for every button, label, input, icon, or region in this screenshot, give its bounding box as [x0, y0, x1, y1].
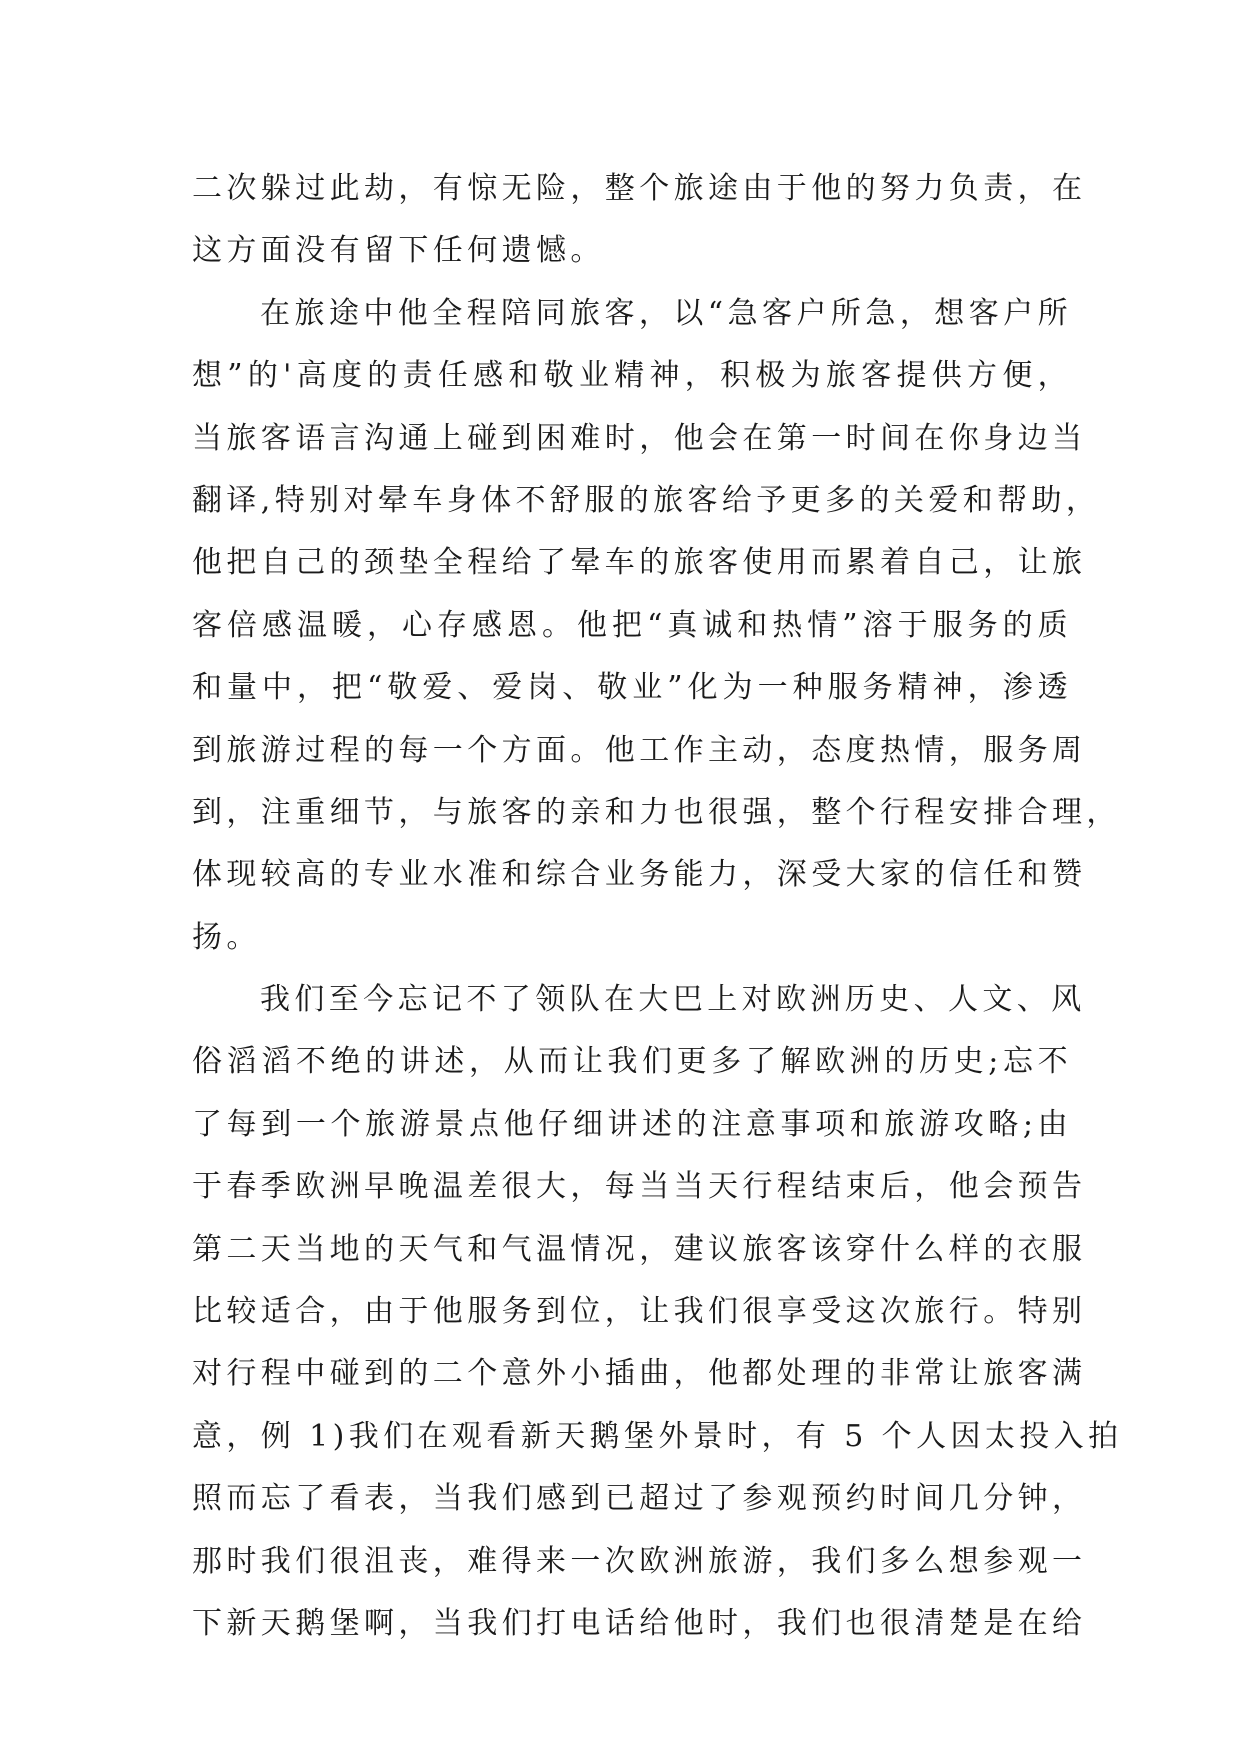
text-line: 俗滔滔不绝的讲述，从而让我们更多了解欧洲的历史;忘不	[192, 1044, 1072, 1080]
text-line: 翻译,特别对晕车身体不舒服的旅客给予更多的关爱和帮助，	[192, 482, 1101, 518]
text-line: 对行程中碰到的二个意外小插曲，他都处理的非常让旅客满	[192, 1356, 1087, 1392]
text-line: 于春季欧洲早晚温差很大，每当当天行程结束后，他会预告	[192, 1169, 1087, 1205]
text-line: 下新天鹅堡啊，当我们打电话给他时，我们也很清楚是在给	[192, 1605, 1087, 1641]
text-line: 客倍感温暖，心存感恩。他把“真诚和热情”溶于服务的质	[192, 607, 1072, 643]
text-line: 到，注重细节，与旅客的亲和力也很强，整个行程安排合理，	[192, 794, 1121, 830]
text-line: 体现较高的专业水准和综合业务能力，深受大家的信任和赞	[192, 857, 1087, 893]
text-line: 和量中，把“敬爱、爱岗、敬业”化为一种服务精神，渗透	[192, 670, 1072, 706]
text-line: 这方面没有留下任何遗憾。	[192, 233, 605, 269]
text-line: 在旅途中他全程陪同旅客，以“急客户所急，想客户所	[260, 295, 1072, 331]
text-line: 当旅客语言沟通上碰到困难时，他会在第一时间在你身边当	[192, 420, 1087, 456]
text-line: 想”的'高度的责任感和敬业精神，积极为旅客提供方便，	[192, 358, 1072, 394]
text-line: 照而忘了看表，当我们感到已超过了参观预约时间几分钟，	[192, 1481, 1087, 1517]
text-line: 了每到一个旅游景点他仔细讲述的注意事项和旅游攻略;由	[192, 1106, 1072, 1142]
text-line: 我们至今忘记不了领队在大巴上对欧洲历史、人文、风	[260, 982, 1086, 1018]
text-line: 他把自己的颈垫全程给了晕车的旅客使用而累着自己，让旅	[192, 545, 1087, 581]
text-line: 第二天当地的天气和气温情况，建议旅客该穿什么样的衣服	[192, 1231, 1087, 1267]
text-line: 到旅游过程的每一个方面。他工作主动，态度热情，服务周	[192, 732, 1087, 768]
text-line: 那时我们很沮丧，难得来一次欧洲旅游，我们多么想参观一	[192, 1543, 1087, 1579]
text-line: 意，例 1)我们在观看新天鹅堡外景时，有 5 个人因太投入拍	[192, 1418, 1123, 1454]
text-line: 比较适合，由于他服务到位，让我们很享受这次旅行。特别	[192, 1294, 1087, 1330]
body-text	[192, 158, 1123, 1655]
text-line: 二次躲过此劫，有惊无险，整个旅途由于他的努力负责，在	[192, 171, 1087, 206]
text-line: 扬。	[192, 919, 261, 955]
